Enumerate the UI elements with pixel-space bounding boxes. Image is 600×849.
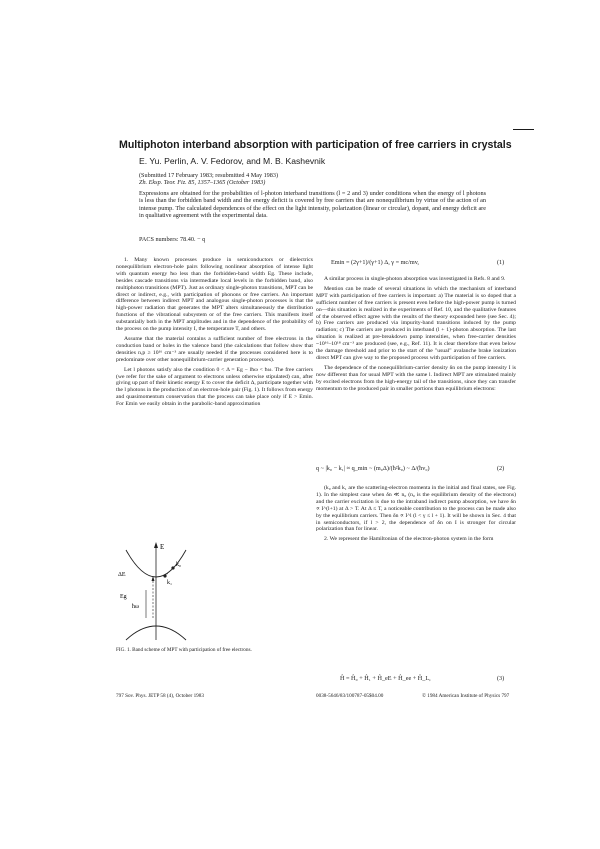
paragraph: The dependence of the nonequilibrium-carrier density δn on the pump intensity I is now different than for usual MPT with the same l. Indirect MPT are stimulated mainly by excited electrons from the high-energy tail of the transitions, since they can transfer momentum to the produced pair in smaller portions than equilibrium electrons: — [316, 364, 516, 392]
pacs-numbers: PACS numbers: 78.40. − q — [139, 236, 206, 243]
label-delta-e: ΔE — [118, 572, 126, 578]
right-column-continued — [316, 485, 516, 546]
equation-2-number: (2) — [497, 465, 505, 472]
paragraph: Let l photons satisfy also the condition 0 < Δ = Eg − lħω < ħω. The free carriers (we refer for the sake of argument to electrons unless otherwise stipulated) can, after giving up part of their kinetic energy E to cover the deficit Δ, participate together with the l photons in the production of an electron-hole pair (Fig. 1). It follows from energy and quasimomentum conservation that the process can take place only if E > Emin. For Emin we easily obtain in the parabolic-band approximation — [116, 366, 313, 408]
band-diagram — [116, 540, 246, 645]
received-dates: (Submitted 17 February 1983; resubmitted 4 May 1983) — [139, 172, 279, 179]
paragraph: A similar process in single-photon absorption was investigated in Refs. 8 and 9. — [324, 276, 506, 282]
equation-3: Ĥ = Ĥ₀ + Ĥ₁ + Ĥ_eE + Ĥ_ee + Ĥ_L, — [340, 675, 431, 682]
abstract: Expressions are obtained for the probabilities of l-photon interband transitions (l = 2 and 3) under conditions when the energy of l photons is less than the forbidden band width and the energy deficit is covered by free carriers that are nonequilibrium by virtue of the action of an intense pump. The calculated dependences of the effect on the light intensity, polarization (linear or circular), dopant, and energy deficit are in qualitative agreement with the experimental data. — [139, 190, 486, 219]
submission-info — [139, 172, 278, 187]
label-photon: ħω — [132, 604, 139, 610]
paragraph: (k₀ and k₁ are the scattering-electron momenta in the initial and final states, see Fig. 1). In the simplest case when δn ≪ n₀ (n₀ is the equilibrium density of the electrons) and the carrier excitation is due to the intraband indirect pump absorption, we have δn ∝ I^(l+1) at Δ > T. At Δ ≤ T, a noticeable contribution to the process can be made also by the equilibrium carriers. Then δn ∝ I^l (l < γ ≤ l + 1). It will be shown in Sec. 4 that in semiconductors, if l > 2, the dependence of δn on I is stronger for circular polarization than for linear. — [316, 485, 516, 533]
label-k1: k₁ — [167, 580, 173, 586]
margin-rule — [513, 129, 534, 130]
equation-2: q ~ |k₀ − k₁| ≈ q_min ~ (m₀Δ)/(ħ²k₀) ~ Δ/(ħv₀) — [316, 465, 430, 472]
label-gap: Eg — [120, 594, 127, 600]
authors: E. Yu. Perlin, A. V. Fedorov, and M. B. Kashevnik — [139, 156, 326, 166]
paragraph: Assume that the material contains a sufficient number of free electrons in the conduction band or holes in the valence band (the calculations that follow show that densities n,p ≥ 10¹⁶ cm⁻³ are usually needed if the processes considered here is to predominate over other nonequilibrium-carrier generation processes). — [116, 335, 313, 363]
footer-copyright: © 1984 American Institute of Physics 797 — [422, 693, 510, 699]
paragraph: 2. We represent the Hamiltonian of the electron-photon system in the form — [324, 536, 494, 543]
equation-1: Emin = (2γ+1)/(γ+1) Δ, γ = mc/mv, — [331, 259, 419, 266]
article-title: Multiphoton interband absorption with participation of free carriers in crystals — [119, 139, 512, 151]
right-column — [316, 276, 516, 396]
label-energy: E — [160, 543, 165, 551]
equation-3-number: (3) — [497, 675, 505, 682]
footer-code: 0038-5646/83/100787-05$04.00 — [316, 693, 384, 699]
band-diagram-figure — [116, 540, 216, 620]
journal-reference: Zh. Eksp. Teor. Fiz. 85, 1357–1365 (October 1983) — [139, 179, 266, 187]
equation-1-number: (1) — [497, 259, 505, 266]
footer-journal: 797 Sov. Phys. JETP 58 (4), October 1983 — [116, 693, 204, 699]
paragraph: Mention can be made of several situations in which the mechanism of interband MPT with participation of free carriers is important: a) The material is so doped that a sufficient number of free carriers is present even before the high-power pump is turned on—this situation is realized in the experiments of Ref. 10, and the qualitative features of the observed effect agree with the results of the theory expounded here (see Sec. 4); b) Free carriers are produced via impurity-band transitions induced by the pump radiation; c) The carriers are produced in interband (l + 1)-photon absorption. The last situation is realized at pre-breakdown pump intensities, when free-carrier densities ~10¹⁶–10¹⁸ cm⁻³ are produced (see, e.g., Ref. 11). It is clear therefore that even below the damage threshold and prior to the start of the "usual" avalanche brake ionization direct MPT can give way to the proposed process with participation of free carriers. — [316, 285, 516, 361]
energy-axis-arrow — [154, 542, 158, 548]
paragraph: 1. Many known processes produce in semiconductors or dielectrics nonequilibrium electron-hole pairs following nonlinear absorption of intense light with quantum energy ħω less than the forbidden-band width Eg. These include, besides cascade transitions via intermediate local levels in the forbidden band, also multiphoton transitions (MPT). Just as ordinary single-photon transitions, MPT can be direct or indirect, e.g., with participation of phonons or free carriers. An important difference between indirect MPT and analogous single-photon processes is that the high-power radiation that generates the MPT alters simultaneously the distribution functions of the vibrational subsystem or of the free carriers. This manifests itself substantially both in the MPT amplitudes and in the dependence of the probability of the process on the pump intensity I, the temperature T, and others. — [116, 257, 313, 333]
label-k0: k₀ — [176, 562, 182, 568]
left-column — [116, 257, 313, 411]
figure-caption: FIG. 1. Band scheme of MPT with participation of free electrons. — [116, 647, 252, 653]
